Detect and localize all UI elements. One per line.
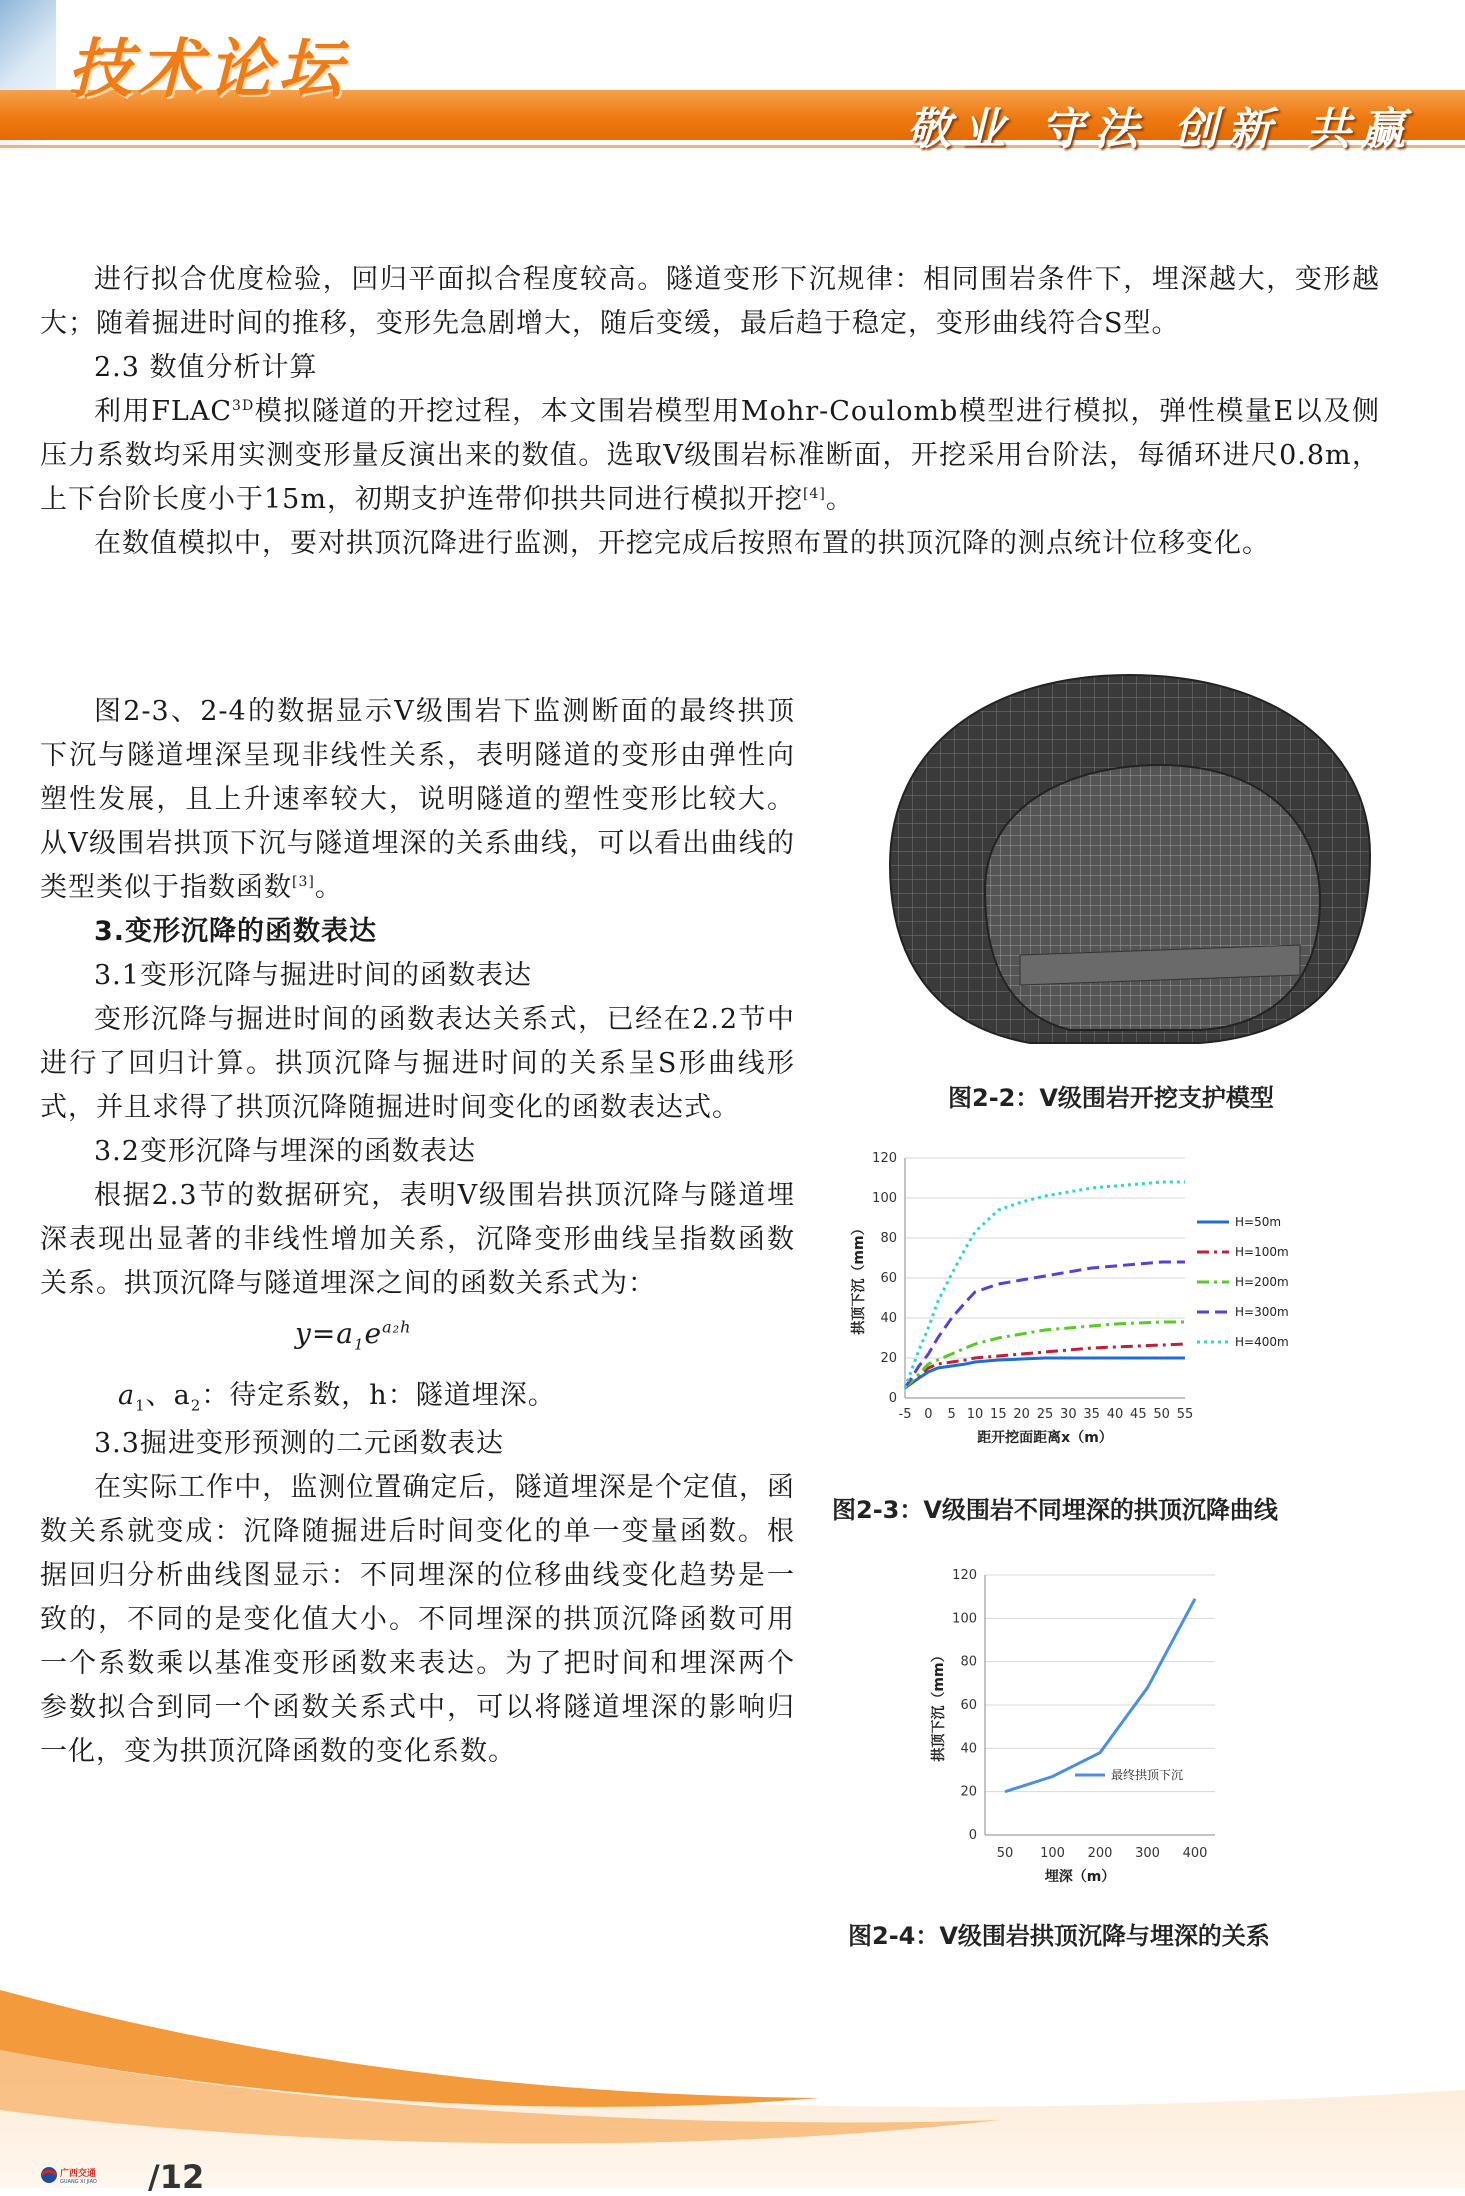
legend-label: H=300m xyxy=(1235,1305,1289,1319)
legend-label: H=200m xyxy=(1235,1275,1289,1289)
fig2-2-caption: 图2-2：V级围岩开挖支护模型 xyxy=(948,1084,1274,1112)
x-tick-label: 45 xyxy=(1130,1407,1147,1422)
y-tick-label: 100 xyxy=(872,1191,897,1206)
paragraph-fig-analysis: 图2-3、2-4的数据显示V级围岩下监测断面的最终拱顶下沉与隧道埋深呈现非线性关系，表明隧道的变形由弹性向塑性发展，且上升速率较大，说明隧道的塑性变形比较大。从V级围岩拱顶下沉与隧道埋深的关系曲线，可以看出曲线的类型类似于指数函数[3]。 xyxy=(40,696,795,903)
footer-wave xyxy=(0,1980,1465,2188)
x-tick-label: 400 xyxy=(1182,1846,1208,1861)
y-axis-label: 拱顶下沉（mm） xyxy=(931,1648,947,1762)
x-tick-label: 300 xyxy=(1135,1846,1160,1861)
y-axis-label: 拱顶下沉（mm） xyxy=(851,1221,867,1335)
formula-params: $a_1$、$a_2$：待定系数，h：隧道埋深。 xyxy=(118,1380,556,1415)
intro-paragraph-2: 利用$FLAC^{3D}$模拟隧道的开挖过程，本文围岩模型用Mohr-Coulomb模型进行模拟，弹性模量E以及侧压力系数均采用实测变形量反演出来的数值。选取V级围岩标准断面，开挖采用台阶法，每循环进尺0.8m，上下台阶长度小于15m，初期支护连带仰拱共同进行模拟开挖[4]。 xyxy=(40,396,1381,515)
intro-paragraph-1: 进行拟合优度检验，回归平面拟合程度较高。隧道变形下沉规律：相同围岩条件下，埋深越大，变形越大；随着掘进时间的推移，变形先急剧增大，随后变缓，最后趋于稳定，变形曲线符合S型。 xyxy=(40,264,1380,339)
series-line xyxy=(905,1322,1185,1388)
settlement-distance-chart xyxy=(835,1140,1380,1470)
page-number: /12 xyxy=(148,2158,205,2196)
formula: $y=a_1e^{a_2h}$ xyxy=(295,1317,412,1354)
y-tick-label: 0 xyxy=(968,1828,977,1843)
y-tick-label: 20 xyxy=(960,1784,977,1800)
legend-label: H=100m xyxy=(1235,1245,1289,1259)
svg-text:广西交通: 广西交通 xyxy=(60,2169,97,2179)
fig2-3-caption: 图2-3：V级围岩不同埋深的拱顶沉降曲线 xyxy=(832,1496,1278,1524)
svg-text:GUANG XI JIAO: GUANG XI JIAO xyxy=(60,2179,97,2184)
x-tick-label: 200 xyxy=(1087,1846,1113,1861)
y-tick-label: 100 xyxy=(952,1611,977,1627)
x-tick-label: 50 xyxy=(1153,1407,1170,1422)
x-tick-label: 15 xyxy=(990,1407,1007,1422)
x-axis-label: 埋深（m） xyxy=(1044,1869,1116,1885)
series-line xyxy=(905,1262,1185,1388)
x-tick-label: 25 xyxy=(1036,1407,1054,1422)
x-tick-label: 50 xyxy=(996,1846,1014,1861)
heading-3-1: 3.1变形沉降与掘进时间的函数表达 xyxy=(94,960,532,991)
left-column xyxy=(40,690,795,1774)
y-tick-label: 120 xyxy=(872,1151,897,1166)
legend-label: H=400m xyxy=(1235,1335,1289,1349)
x-tick-label: 40 xyxy=(1106,1407,1124,1422)
legend-label: 最终拱顶下沉 xyxy=(1111,1768,1184,1782)
y-tick-label: 60 xyxy=(880,1271,897,1286)
heading-3: 3.变形沉降的函数表达 xyxy=(94,916,378,947)
x-tick-label: 35 xyxy=(1083,1407,1100,1422)
y-tick-label: 20 xyxy=(880,1351,897,1366)
x-tick-label: 10 xyxy=(966,1407,984,1422)
x-tick-label: 55 xyxy=(1176,1407,1194,1422)
footer-logo xyxy=(40,2166,140,2184)
y-tick-label: 0 xyxy=(888,1391,897,1406)
x-tick-label: 0 xyxy=(924,1407,933,1422)
heading-3-3: 3.3掘进变形预测的二元函数表达 xyxy=(94,1428,504,1459)
intro-paragraph-3: 在数值模拟中，要对拱顶沉降进行监测，开挖完成后按照布置的拱顶沉降的测点统计位移变化。 xyxy=(94,528,1270,559)
section-title: 技术论坛 xyxy=(68,33,348,107)
paragraph-3-3: 在实际工作中，监测位置确定后，隧道埋深是个定值，函数关系就变成：沉降随掘进后时间变化的单一变量函数。根据回归分析曲线图显示：不同埋深的位移曲线变化趋势是一致的，不同的是变化值大小。不同埋深的拱顶沉降函数可用一个系数乘以基准变形函数来表达。为了把时间和埋深两个参数拟合到同一个函数关系式中，可以将隧道埋深的影响归一化，变为拱顶沉降函数的变化系数。 xyxy=(40,1472,795,1767)
paragraph-3-2: 根据2.3节的数据研究，表明V级围岩拱顶沉降与隧道埋深表现出显著的非线性增加关系，沉降变形曲线呈指数函数关系。拱顶沉降与隧道埋深之间的函数关系式为： xyxy=(40,1180,795,1299)
x-tick-label: 20 xyxy=(1013,1407,1030,1422)
y-tick-label: 60 xyxy=(960,1698,977,1713)
x-axis-label: 距开挖面距离x（m） xyxy=(977,1430,1113,1446)
heading-3-2: 3.2变形沉降与埋深的函数表达 xyxy=(94,1136,476,1167)
settlement-depth-chart xyxy=(915,1555,1315,1900)
paragraph-3-1: 变形沉降与掘进时间的函数表达关系式，已经在2.2节中进行了回归计算。拱顶沉降与掘进时间的关系呈S形曲线形式，并且求得了拱顶沉降随掘进时间变化的函数表达式。 xyxy=(40,1004,795,1123)
y-tick-label: 40 xyxy=(960,1741,977,1757)
heading-2-3: 2.3 数值分析计算 xyxy=(94,352,318,383)
y-tick-label: 120 xyxy=(952,1568,977,1583)
tunnel-model-figure xyxy=(870,655,1390,1050)
legend-label: H=50m xyxy=(1235,1215,1282,1229)
x-tick-label: -5 xyxy=(898,1407,912,1422)
y-tick-label: 40 xyxy=(880,1311,897,1326)
series-line xyxy=(1005,1599,1195,1792)
y-tick-label: 80 xyxy=(880,1231,897,1246)
x-tick-label: 30 xyxy=(1060,1407,1077,1422)
fig2-4-caption: 图2-4：V级围岩拱顶沉降与埋深的关系 xyxy=(848,1922,1270,1950)
y-tick-label: 80 xyxy=(960,1654,977,1670)
intro-text xyxy=(40,258,1380,566)
header-slogan: 敬业 守法 创新 共赢 xyxy=(907,104,1415,155)
x-tick-label: 5 xyxy=(947,1407,956,1422)
x-tick-label: 100 xyxy=(1040,1846,1065,1861)
